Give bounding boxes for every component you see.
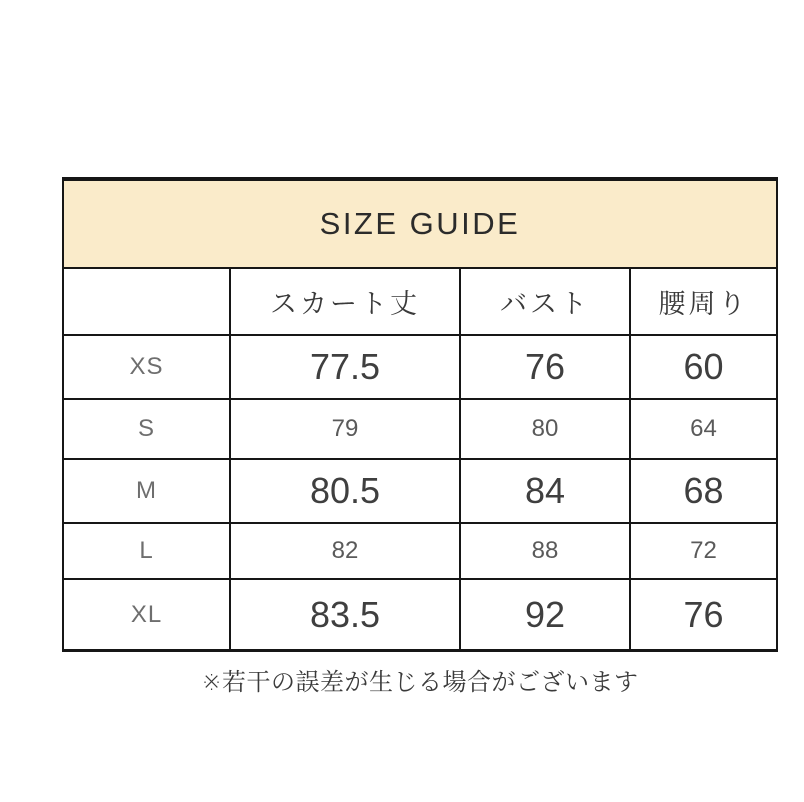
size-label: XS: [64, 336, 231, 398]
size-guide-title: SIZE GUIDE: [319, 206, 521, 241]
size-label: M: [64, 460, 231, 522]
skirt-length-value: 80.5: [231, 460, 461, 522]
skirt-length-value: 82: [231, 524, 461, 578]
waist-value: 76: [683, 593, 724, 635]
bust-value: 92: [461, 580, 631, 649]
bust-value: 88: [461, 524, 631, 578]
waist-value: 60: [683, 346, 724, 387]
size-label: XL: [64, 580, 231, 649]
skirt-length-value: 77.5: [231, 336, 461, 398]
bust-value: 80: [461, 400, 631, 458]
bust-value: 76: [461, 336, 631, 398]
column-header-bust: バスト: [461, 269, 631, 334]
skirt-length-value: 79: [231, 400, 461, 458]
corner-cell: [64, 269, 231, 334]
table-row-xl: [64, 580, 776, 649]
size-label: L: [64, 524, 231, 578]
table-row-s: [64, 400, 776, 460]
column-header-waist: 腰周り: [658, 289, 749, 319]
bust-value: 84: [461, 460, 631, 522]
column-header-skirt-length: スカート丈: [231, 269, 461, 334]
table-row-xs: [64, 336, 776, 400]
tolerance-footnote: ※若干の誤差が生じる場合がございます: [201, 669, 639, 696]
size-label: S: [64, 400, 231, 458]
table-row-m: [64, 460, 776, 524]
skirt-length-value: 83.5: [231, 580, 461, 649]
waist-value: 68: [683, 470, 724, 511]
size-guide-table: [62, 177, 778, 652]
waist-value: 64: [690, 415, 717, 442]
table-header-row: [64, 269, 776, 336]
size-guide-header: [64, 181, 776, 269]
table-row-l: [64, 524, 776, 580]
waist-value: 72: [690, 537, 717, 564]
